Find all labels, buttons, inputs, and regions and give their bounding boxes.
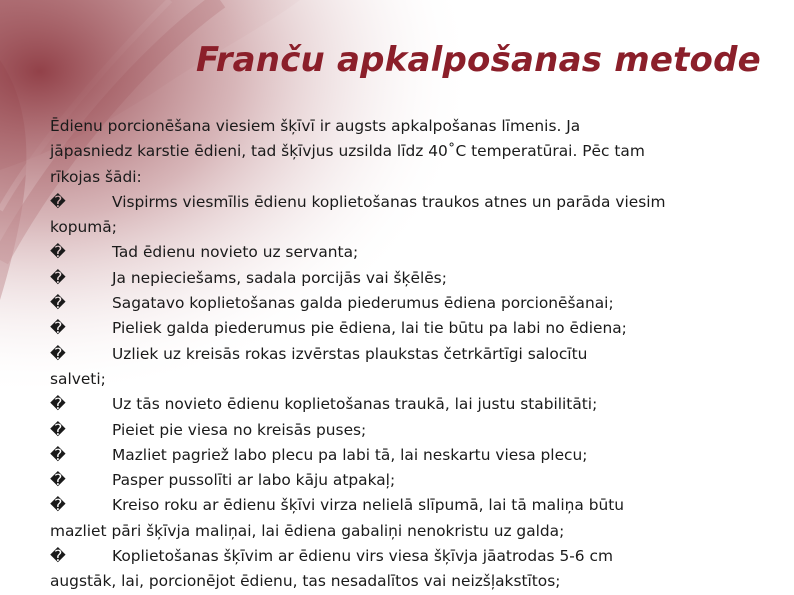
paragraph-line	[50, 114, 750, 139]
line-text: rīkojas šādi:	[50, 167, 142, 186]
paragraph-line	[50, 519, 750, 544]
list-item	[50, 316, 750, 341]
line-text: Uzliek uz kreisās rokas izvērstas plaukstas četrkārtīgi salocītu	[112, 344, 588, 363]
body-text	[50, 114, 750, 595]
paragraph-line	[50, 165, 750, 190]
list-item	[50, 468, 750, 493]
line-text: augstāk, lai, porcionējot ēdienu, tas nesadalītos vai neizšļakstītos;	[50, 572, 561, 591]
line-text: Mazliet pagriež labo plecu pa labi tā, lai neskartu viesa plecu;	[112, 445, 588, 464]
paragraph-line	[50, 139, 750, 164]
list-item	[50, 418, 750, 443]
bullet-icon: �	[50, 395, 66, 414]
bullet-icon: �	[50, 420, 66, 439]
line-text: salveti;	[50, 369, 106, 388]
line-text: Sagatavo koplietošanas galda piederumus ēdiena porcionēšanai;	[112, 294, 614, 313]
list-item	[50, 392, 750, 417]
bullet-icon: �	[50, 192, 66, 211]
list-item	[50, 544, 750, 569]
list-item	[50, 493, 750, 518]
list-item	[50, 266, 750, 291]
bullet-icon: �	[50, 294, 66, 313]
paragraph-line	[50, 367, 750, 392]
bullet-icon: �	[50, 496, 66, 515]
line-text: Ēdienu porcionēšana viesiem šķīvī ir augsts apkalpošanas līmenis. Ja	[50, 117, 581, 135]
line-text: Koplietošanas šķīvim ar ēdienu virs viesa šķīvja jāatrodas 5-6 cm	[112, 547, 613, 566]
line-text: kopumā;	[50, 218, 117, 237]
paragraph-line	[50, 215, 750, 240]
bullet-icon: �	[50, 471, 66, 490]
line-text: Pieiet pie viesa no kreisās puses;	[112, 420, 367, 439]
line-text: Tad ēdienu novieto uz servanta;	[112, 243, 359, 262]
line-text: Ja nepieciešams, sadala porcijās vai šķēlēs;	[112, 268, 447, 287]
page-title: Franču apkalpošanas metode	[196, 40, 761, 80]
bullet-icon: �	[50, 344, 66, 363]
line-text: Uz tās novieto ēdienu koplietošanas traukā, lai justu stabilitāti;	[112, 395, 598, 414]
list-item	[50, 291, 750, 316]
list-item	[50, 443, 750, 468]
list-item	[50, 342, 750, 367]
line-text: jāpasniedz karstie ēdieni, tad šķīvjus uzsilda līdz 40˚C temperatūrai. Pēc tam	[50, 142, 645, 161]
bullet-icon: �	[50, 445, 66, 464]
bullet-icon: �	[50, 319, 66, 338]
bullet-icon: �	[50, 547, 66, 566]
line-text: Kreiso roku ar ēdienu šķīvi virza nelielā slīpumā, lai tā maliņa būtu	[112, 496, 625, 515]
line-text: Pieliek galda piederumus pie ēdiena, lai tie būtu pa labi no ēdiena;	[112, 319, 627, 338]
bullet-icon: �	[50, 268, 66, 287]
bullet-icon: �	[50, 243, 66, 262]
list-item	[50, 190, 750, 215]
line-text: mazliet pāri šķīvja maliņai, lai ēdiena gabaliņi nenokristu uz galda;	[50, 521, 565, 540]
line-text: Pasper pussolīti ar labo kāju atpakaļ;	[112, 471, 396, 490]
line-text: Vispirms viesmīlis ēdienu koplietošanas traukos atnes un parāda viesim	[112, 192, 666, 211]
list-item	[50, 240, 750, 265]
paragraph-line	[50, 569, 750, 594]
